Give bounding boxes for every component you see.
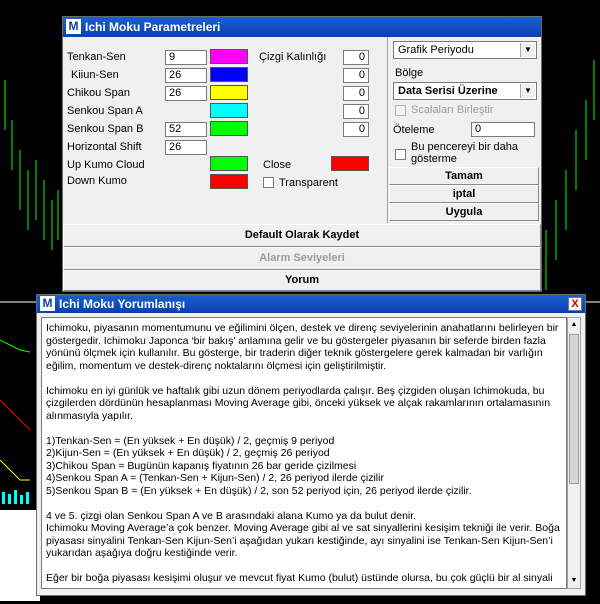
commentary-dialog <box>36 294 586 596</box>
formula-line: 1)Tenkan-Sen = (En yüksek + En düşük) / 2, geçmiş 9 periyod <box>46 434 335 447</box>
kijun-sen-color-swatch[interactable] <box>210 67 248 82</box>
commentary-paragraph: Eğer bir boğa piyasası kesişimi oluşur ve mevcut fiyat Kumo (bulut) üstünde olursa, bu çok güçlü bir al sinyali <box>46 572 553 584</box>
chikou-span-width-input[interactable]: 0 <box>343 86 369 101</box>
region-select-value: Data Serisi Üzerine <box>398 85 498 97</box>
comment-button[interactable]: Yorum <box>63 270 541 291</box>
bottom-panel <box>0 510 40 601</box>
line-width-header: Çizgi Kalınlığı <box>259 51 327 63</box>
left-candles <box>5 80 58 250</box>
tenkan-sen-color-swatch[interactable] <box>210 49 248 64</box>
shift-label: Öteleme <box>393 124 435 136</box>
commentary-paragraph: Ichimoku en iyi günlük ve haftalık gibi uzun dönem periyodlarda çalışır. Beş çizgiden oluşan Ichimokuda, bu çizgilerden dördünün hesaplanması Moving Average gibi, önceki yüksek ve alçak rakamlarının ortalamasının alınmasıyla yapılır. <box>46 384 551 422</box>
indicator-line-green <box>0 340 30 352</box>
formula-line: 3)Chikou Span = Bugünün kapanış fiyatının 26 bar geride çizilmesi <box>46 459 357 472</box>
down-kumo-color-swatch[interactable] <box>210 174 248 189</box>
indicator-line-yellow <box>0 460 30 480</box>
region-label: Bölge <box>395 67 424 79</box>
down-kumo-label: Down Kumo <box>67 175 127 187</box>
app-logo-icon: M <box>66 19 81 34</box>
merge-scales-checkbox[interactable] <box>395 105 406 116</box>
senkou-span-a-color-swatch[interactable] <box>210 103 248 118</box>
commentary-paragraph: 4 ve 5. çizgi olan Senkou Span A ve B arasındaki alana Kumo ya da bulut denir. <box>46 509 417 522</box>
right-candles <box>546 60 594 290</box>
senkou-span-b-label: Senkou Span B <box>67 123 144 135</box>
indicator-line-red <box>0 400 30 430</box>
scrollbar-thumb[interactable] <box>569 334 579 484</box>
formula-line: 5)Senkou Span B = (En yüksek + En düşük) / 2, son 52 periyod için, 26 periyod ilerde çizilir. <box>46 484 472 497</box>
parameters-titlebar[interactable] <box>63 17 541 37</box>
period-select[interactable] <box>393 41 537 59</box>
dont-show-again-checkbox[interactable] <box>395 149 406 160</box>
region-select[interactable] <box>393 82 537 100</box>
commentary-text-area[interactable] <box>41 317 567 589</box>
commentary-title: Ichi Moku Yorumlanışı <box>59 297 186 311</box>
senkou-span-a-width-input[interactable]: 0 <box>343 104 369 119</box>
merge-scales-label: Scalaları Birleştir <box>411 104 494 116</box>
dont-show-again-label: Bu pencereyi bir daha gösterme <box>411 141 519 165</box>
parameters-title: Ichi Moku Parametreleri <box>85 20 221 34</box>
close-label: Close <box>263 159 292 171</box>
tenkan-sen-width-input[interactable]: 0 <box>343 50 369 65</box>
kijun-sen-label: Kiiun-Sen <box>71 69 119 81</box>
up-kumo-color-swatch[interactable] <box>210 156 248 171</box>
column-divider <box>387 37 388 223</box>
commentary-paragraph: Ichimoku, piyasanın momentumunu ve eğilimini ölçen, destek ve direnç seviyelerinin anahatlarını belirleyen bir göstergedir. Ichimoku Japonca ‘bir bakış’ anlamına gelir ve bu göstergeler piyasanın bir seferde birden fazla yönünü ölçmek için kullanılır. Bu gösterge, bir traderin diğer teknik göstergelere gerek kalmadan bir varlığın eğilim, momentum ve destek-direnç noktalarını ölçmesi için geliştirilmiştir. <box>46 322 559 372</box>
senkou-span-b-period-input[interactable]: 52 <box>165 122 207 137</box>
cancel-button[interactable]: iptal <box>389 185 539 203</box>
app-logo-icon: M <box>40 296 55 311</box>
commentary-paragraph: Ichimoku Moving Average’a çok benzer. Moving Average gibi al ve sat sinyallerini kesişim tekniği ile verir. Boğa piyasası sinyalini Tenkan-Sen Kijun-Sen’i aşağıdan yukarı kestiğinde, ayı sinyalini ise Tenkan-Sen Kijun-Sen’i yukarıdan aşağıya doğru kestiğinde verir. <box>46 522 560 559</box>
parameters-dialog <box>62 16 542 292</box>
horizontal-shift-input[interactable]: 26 <box>165 140 207 155</box>
apply-button[interactable]: Uygula <box>389 203 539 221</box>
histogram <box>2 490 29 504</box>
save-default-button[interactable]: Default Olarak Kaydet <box>63 224 541 247</box>
tenkan-sen-period-input[interactable]: 9 <box>165 50 207 65</box>
scroll-up-arrow-icon[interactable]: ▲ <box>570 321 578 328</box>
transparent-label: Transparent <box>279 177 338 189</box>
commentary-titlebar[interactable] <box>37 295 585 313</box>
kijun-sen-period-input[interactable]: 26 <box>165 68 207 83</box>
alarm-levels-button[interactable]: Alarm Seviyeleri <box>63 247 541 270</box>
period-select-value: Grafik Periyodu <box>398 44 474 56</box>
senkou-span-a-label: Senkou Span A <box>67 105 143 117</box>
commentary-scrollbar[interactable] <box>567 317 581 589</box>
chevron-down-icon[interactable]: ▼ <box>520 43 535 57</box>
close-color-swatch[interactable] <box>331 156 369 171</box>
horizontal-shift-label: Horizontal Shift <box>67 141 142 153</box>
ok-button[interactable]: Tamam <box>389 167 539 185</box>
shift-input[interactable]: 0 <box>471 122 535 137</box>
close-icon[interactable]: X <box>568 297 582 311</box>
formula-line: 4)Senkou Span A = (Tenkan-Sen + Kijun-Sen) / 2, 26 periyod ilerde çizilir <box>46 472 384 484</box>
kijun-sen-width-input[interactable]: 0 <box>343 68 369 83</box>
senkou-span-b-color-swatch[interactable] <box>210 121 248 136</box>
transparent-checkbox[interactable] <box>263 177 274 188</box>
scroll-down-arrow-icon[interactable]: ▼ <box>570 577 578 584</box>
chevron-down-icon[interactable]: ▼ <box>520 84 535 98</box>
chikou-span-color-swatch[interactable] <box>210 85 248 100</box>
formula-line: 2)Kijun-Sen = (En yüksek + En düşük) / 2, geçmiş 26 periyod <box>46 447 330 459</box>
tenkan-sen-label: Tenkan-Sen <box>67 51 126 63</box>
chikou-span-label: Chikou Span <box>67 87 130 99</box>
chikou-span-period-input[interactable]: 26 <box>165 86 207 101</box>
senkou-span-b-width-input[interactable]: 0 <box>343 122 369 137</box>
up-kumo-label: Up Kumo Cloud <box>67 159 145 171</box>
